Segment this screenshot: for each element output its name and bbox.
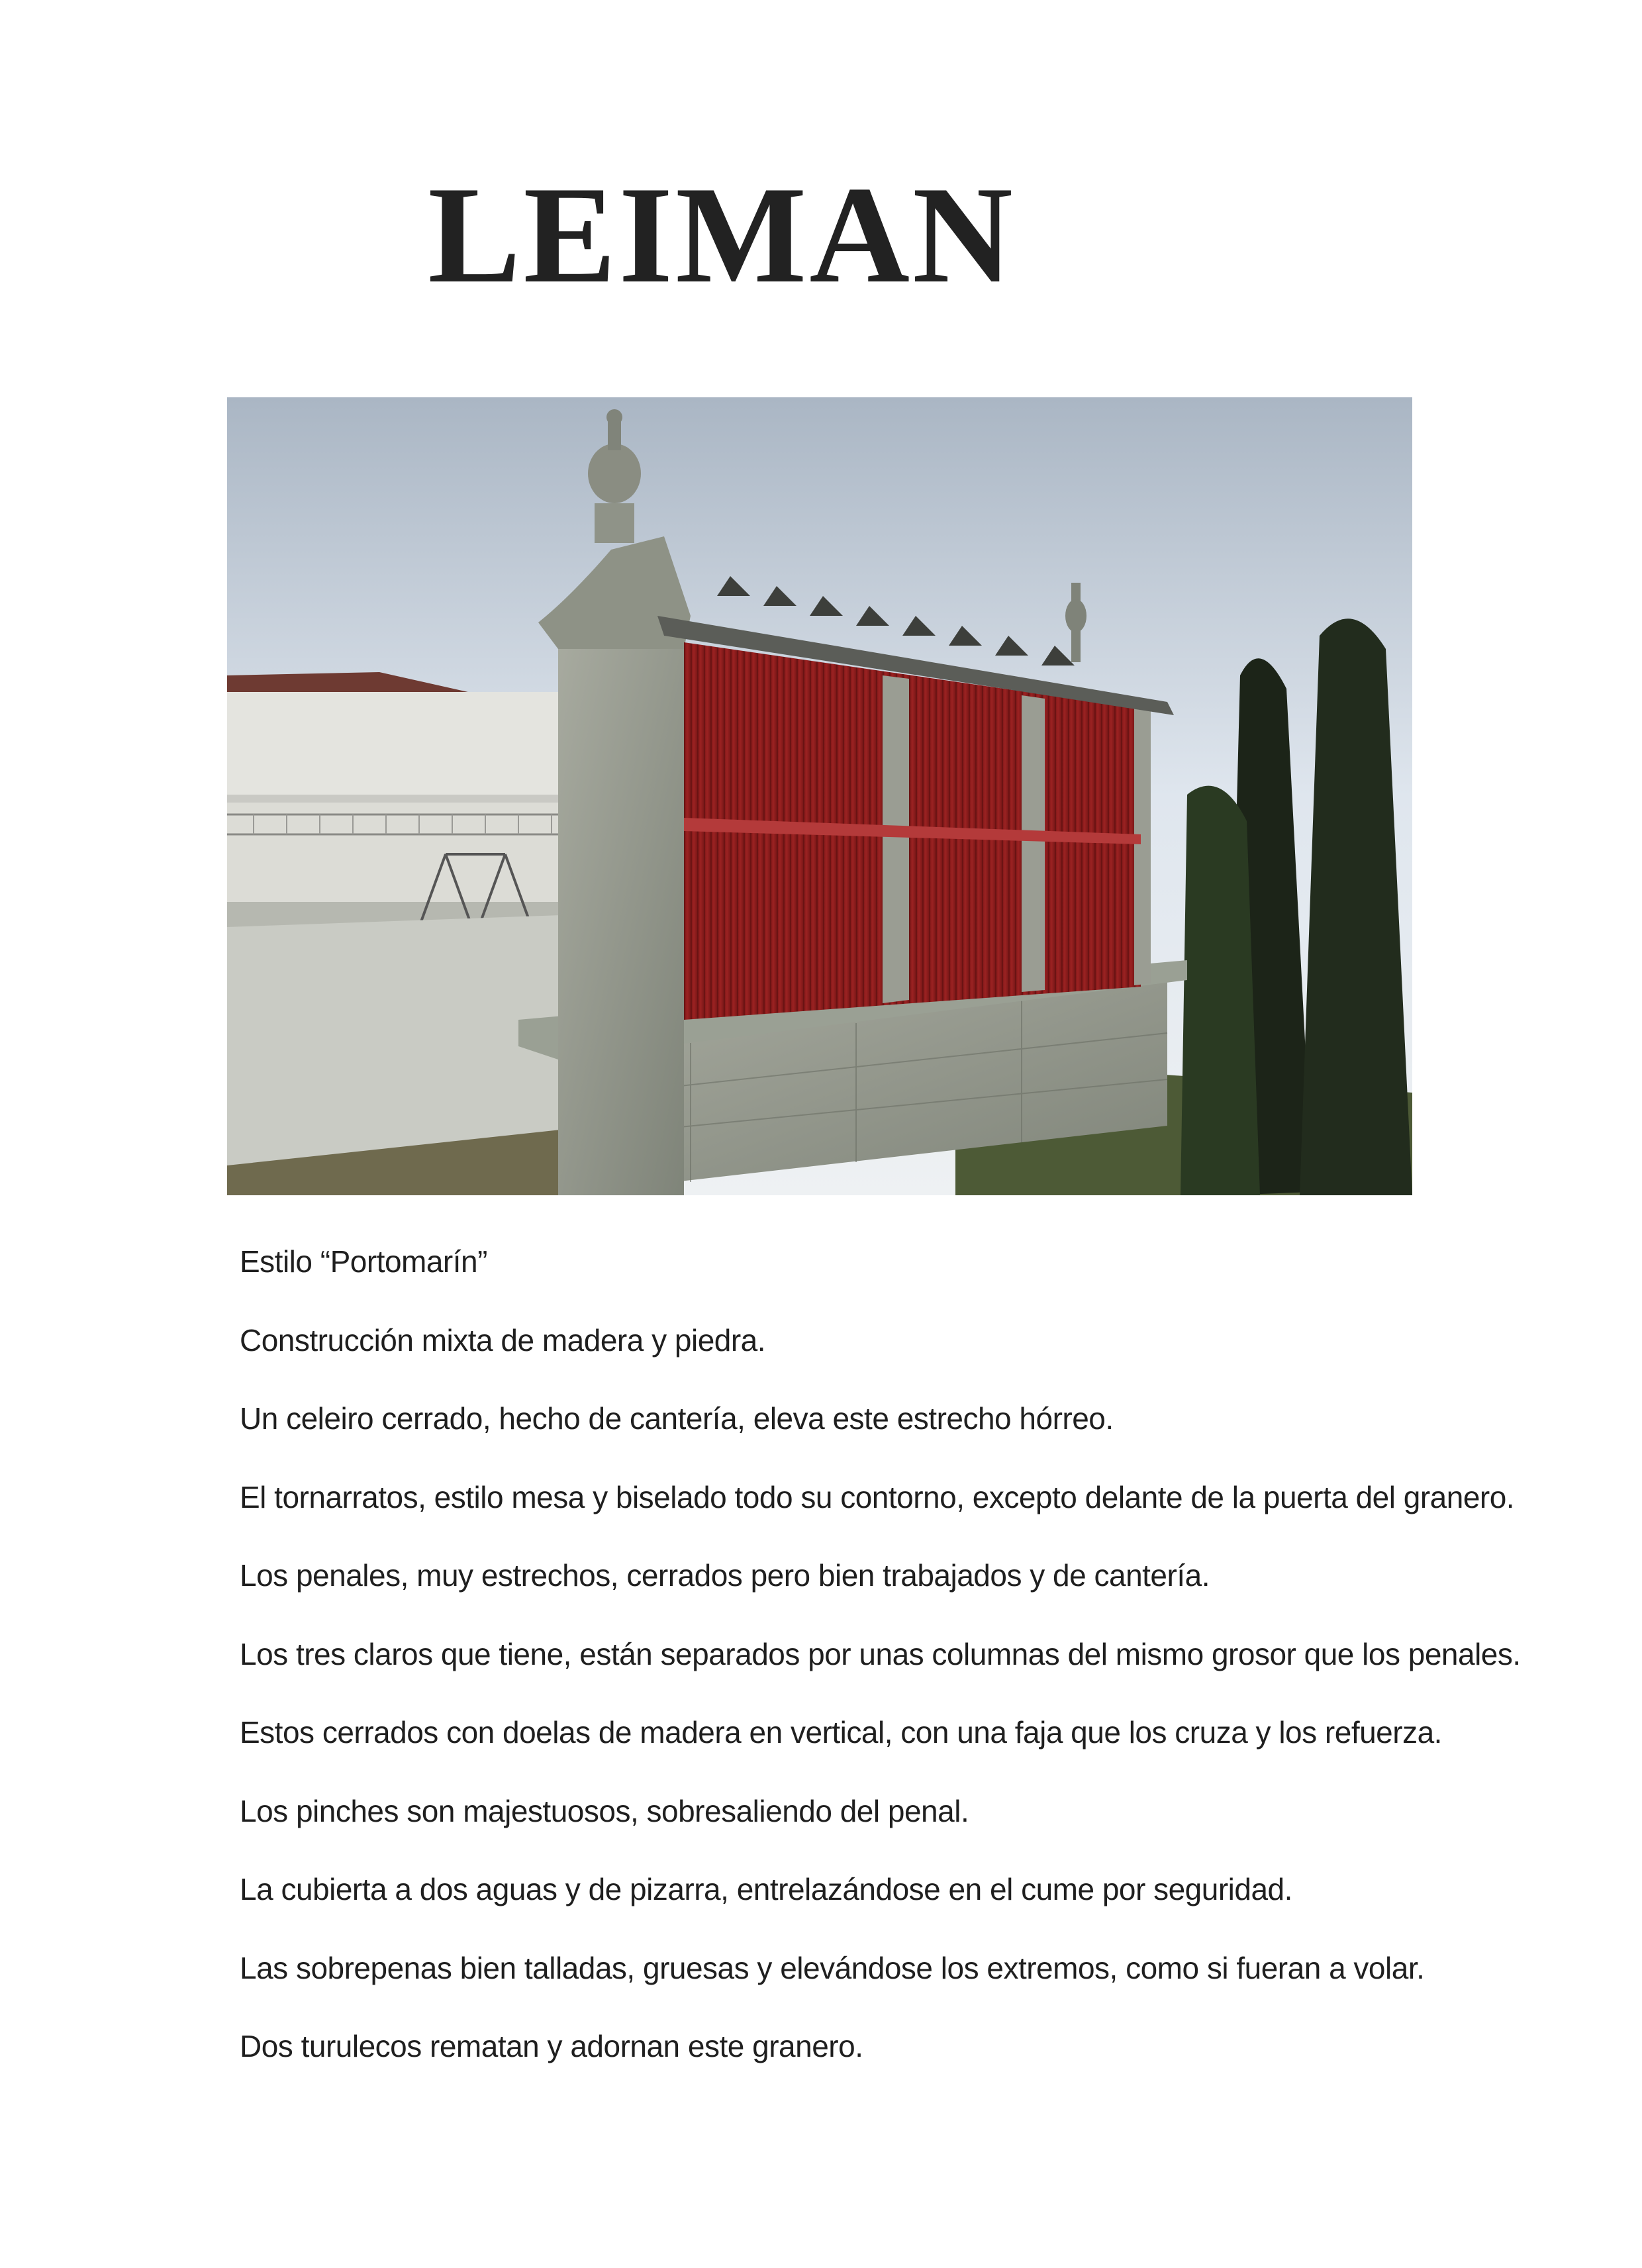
description-line: Estilo “Portomarín”	[240, 1244, 487, 1279]
description-line: Los penales, muy estrechos, cerrados pero bien trabajados y de cantería.	[240, 1558, 1210, 1593]
description-line: La cubierta a dos aguas y de pizarra, entrelazándose en el cume por seguridad.	[240, 1872, 1292, 1906]
description-list	[240, 1242, 1521, 2105]
description-line: Los tres claros que tiene, están separados por unas columnas del mismo grosor que los penales.	[240, 1636, 1521, 1671]
horreo-photo	[227, 397, 1412, 1195]
horreo-illustration	[227, 397, 1412, 1195]
description-line: El tornarratos, estilo mesa y biselado todo su contorno, excepto delante de la puerta del granero.	[240, 1479, 1515, 1514]
description-line: Dos turulecos rematan y adornan este granero.	[240, 2029, 863, 2063]
background-building	[227, 672, 571, 928]
description-line: Los pinches son majestuosos, sobresaliendo del penal.	[240, 1793, 969, 1828]
description-line: Las sobrepenas bien talladas, gruesas y elevándose los extremos, como si fueran a volar.	[240, 1950, 1425, 1985]
description-line: Estos cerrados con doelas de madera en vertical, con una faja que los cruza y los refuerza.	[240, 1715, 1442, 1750]
document-title: LEIMAN	[428, 158, 1016, 312]
description-line: Construcción mixta de madera y piedra.	[240, 1322, 766, 1357]
description-line: Un celeiro cerrado, hecho de cantería, eleva este estrecho hórreo.	[240, 1401, 1114, 1436]
